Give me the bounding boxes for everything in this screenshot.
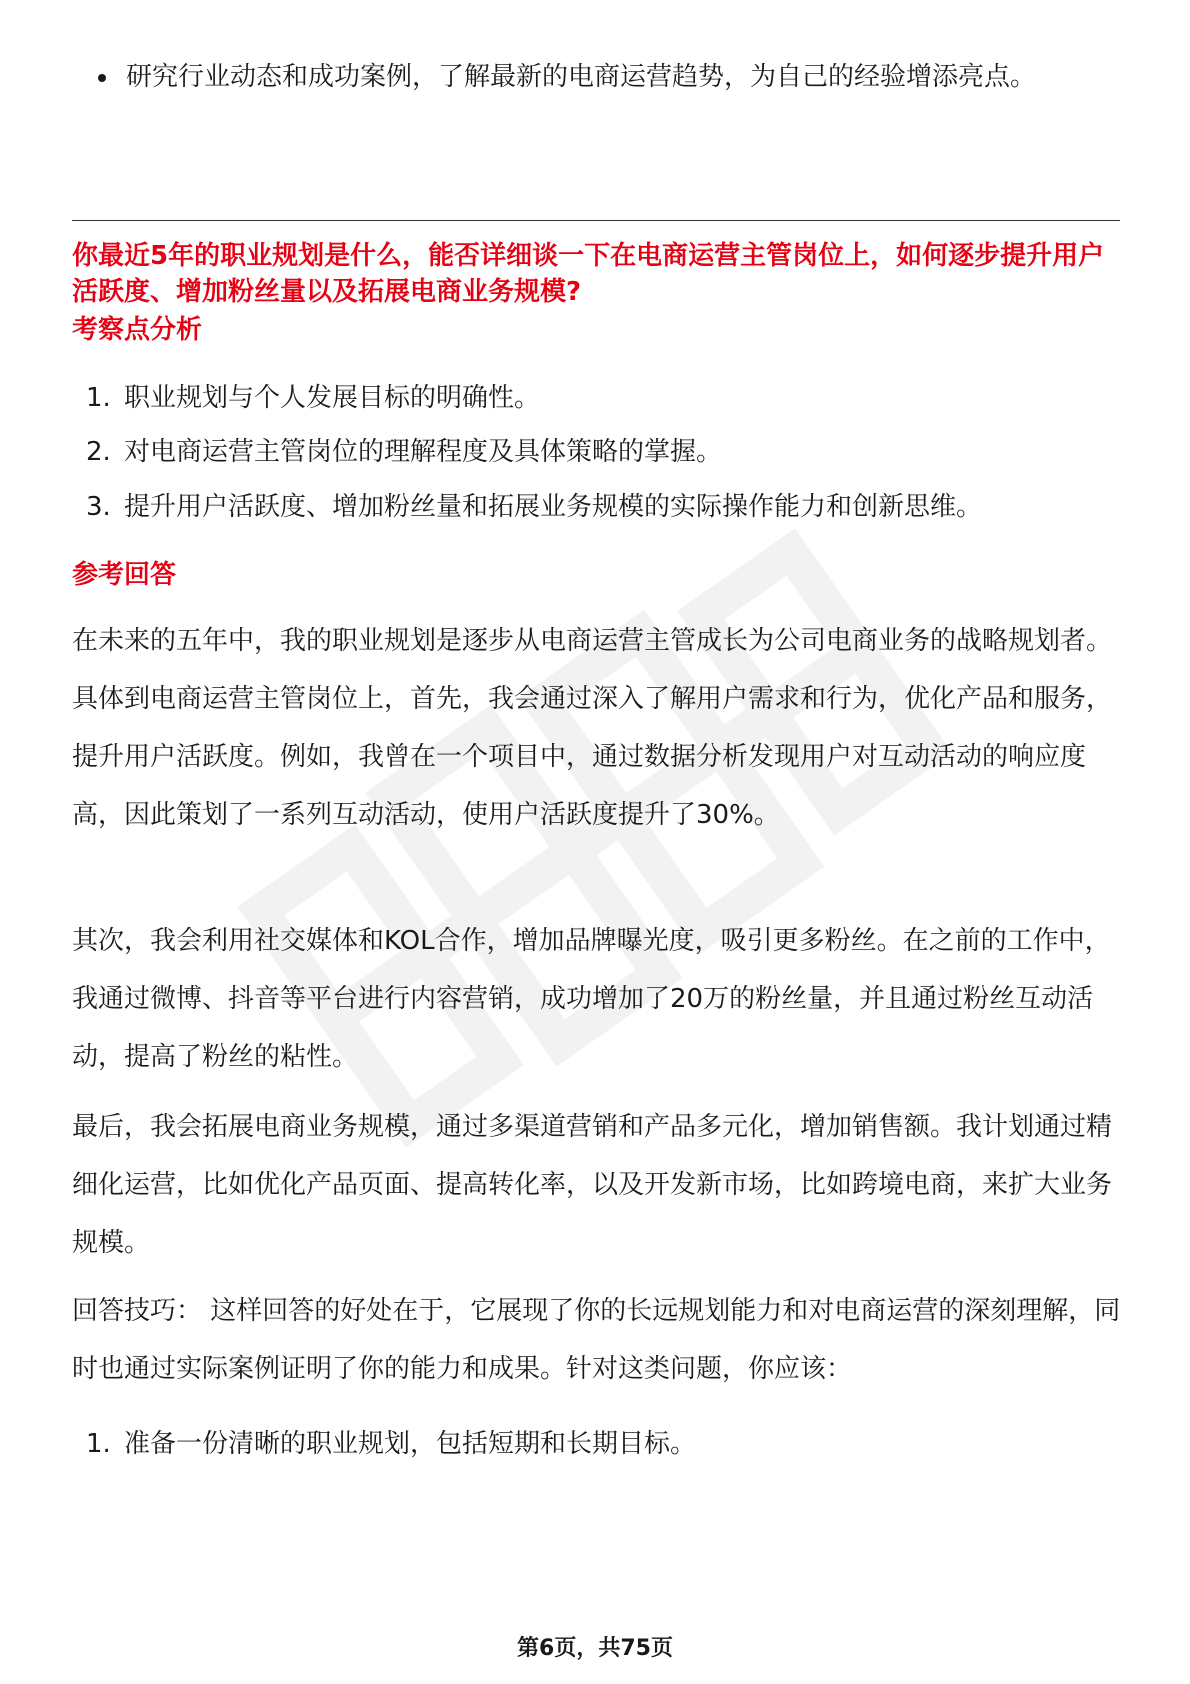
answer-paragraph: 最后，我会拓展电商业务规模，通过多渠道营销和产品多元化，增加销售额。我计划通过精细化运营，比如优化产品页面、提高转化率，以及开发新市场，比如跨境电商，来扩大业务规模。 — [72, 1112, 1113, 1258]
item-text: 准备一份清晰的职业规划，包括短期和长期目标。 — [124, 1429, 697, 1459]
analysis-item — [86, 380, 1116, 416]
tip-item — [86, 1426, 1116, 1462]
answer-heading: 参考回答 — [72, 560, 177, 590]
item-text: 提升用户活跃度、增加粉丝量和拓展业务规模的实际操作能力和创新思维。 — [124, 492, 983, 522]
answer-tips-paragraph: 回答技巧： 这样回答的好处在于，它展现了你的长远规划能力和对电商运营的深刻理解，同时也通过实际案例证明了你的能力和成果。针对这类问题，你应该： — [72, 1296, 1121, 1384]
analysis-item — [86, 489, 1116, 525]
carryover-bullet-item — [98, 48, 1098, 106]
interview-question: 你最近5年的职业规划是什么，能否详细谈一下在电商运营主管岗位上，如何逐步提升用户活跃度、增加粉丝量以及拓展电商业务规模? — [72, 241, 1105, 307]
answer-paragraph: 其次，我会利用社交媒体和KOL合作，增加品牌曝光度，吸引更多粉丝。在之前的工作中，我通过微博、抖音等平台进行内容营销，成功增加了20万的粉丝量，并且通过粉丝互动活动，提高了粉丝的粘性。 — [72, 926, 1111, 1072]
analysis-item — [86, 434, 1116, 470]
item-number: 2. — [86, 437, 111, 467]
answer-paragraph: 在未来的五年中，我的职业规划是逐步从电商运营主管成长为公司电商业务的战略规划者。具体到电商运营主管岗位上，首先，我会通过深入了解用户需求和行为，优化产品和服务，提升用户活跃度。例如，我曾在一个项目中，通过数据分析发现用户对互动活动的响应度高，因此策划了一系列互动活动，使用户活跃度提升了30%。 — [72, 626, 1113, 830]
item-number: 1. — [86, 1429, 111, 1459]
page-footer: 第6页，共75页 — [517, 1636, 673, 1661]
item-text: 职业规划与个人发展目标的明确性。 — [124, 383, 541, 413]
item-number: 1. — [86, 383, 111, 413]
analysis-heading: 考察点分析 — [72, 315, 203, 345]
bullet-dot-icon — [98, 74, 106, 82]
section-divider — [72, 220, 1120, 221]
bullet-text: 研究行业动态和成功案例，了解最新的电商运营趋势，为自己的经验增添亮点。 — [126, 62, 1037, 92]
item-text: 对电商运营主管岗位的理解程度及具体策略的掌握。 — [124, 437, 723, 467]
item-number: 3. — [86, 492, 111, 522]
